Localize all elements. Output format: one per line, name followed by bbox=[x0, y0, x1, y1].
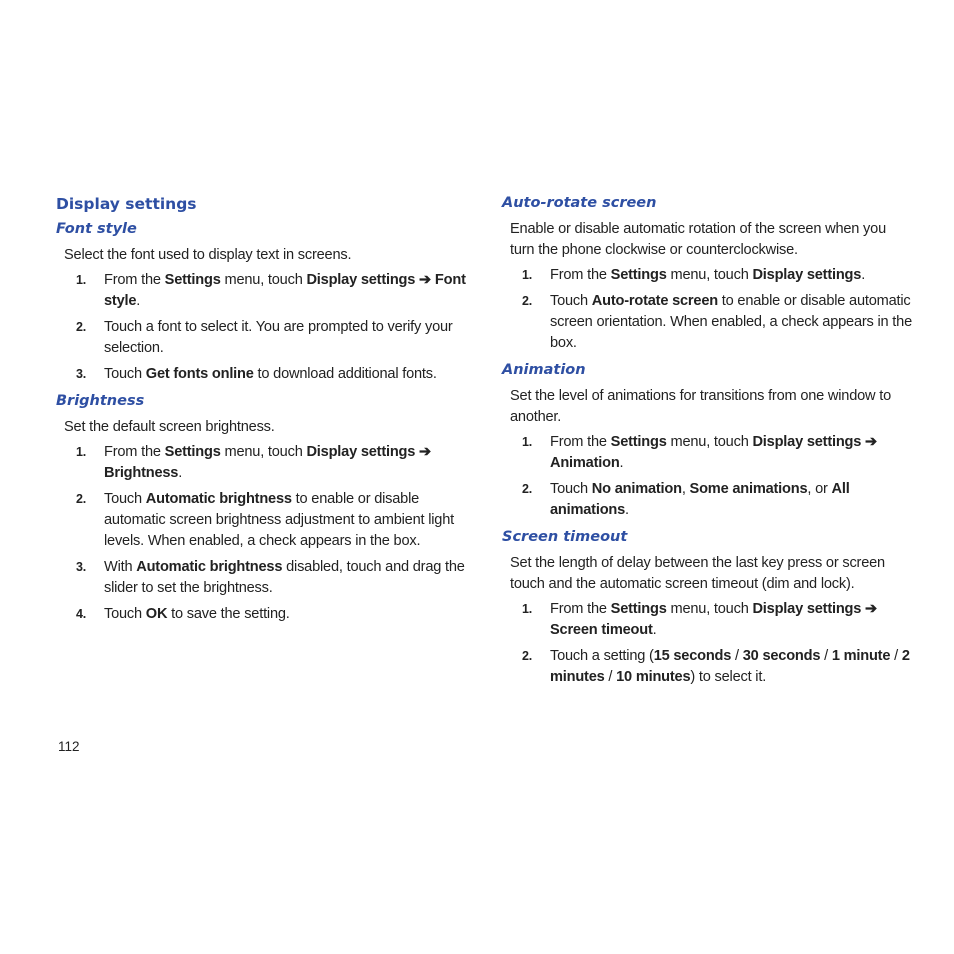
step-text: From the bbox=[550, 267, 611, 283]
step-bold: Automatic brightness bbox=[145, 491, 292, 507]
step-text: to enable or disable automatic screen brightness adjustment to ambient light levels. When enabled, a check appears in the box. bbox=[104, 491, 454, 549]
step-bold: Display settings ➔ Font style bbox=[104, 272, 466, 309]
step-text: . bbox=[136, 293, 141, 309]
auto-rotate-steps bbox=[502, 265, 912, 354]
step-text: disabled, touch and drag the slider to set the brightness. bbox=[104, 559, 465, 596]
list-item bbox=[502, 432, 912, 474]
step-bold: Display settings ➔ Animation bbox=[550, 434, 878, 471]
step-text: With bbox=[104, 559, 137, 575]
step-text: menu, touch bbox=[666, 267, 753, 283]
step-bold: 2 minutes bbox=[550, 648, 910, 685]
subhead-brightness: Brightness bbox=[56, 393, 145, 409]
list-item bbox=[56, 442, 466, 484]
step-number: 1. bbox=[522, 602, 533, 616]
step-text: / bbox=[890, 648, 902, 664]
brightness-intro: Set the default screen brightness. bbox=[64, 419, 275, 435]
step-text: , or bbox=[807, 481, 832, 497]
animation-steps bbox=[502, 432, 912, 521]
step-number: 1. bbox=[522, 268, 533, 282]
step-bold: Settings bbox=[164, 272, 221, 288]
screen-timeout-intro: Set the length of delay between the last key press or screen touch and the automatic screen timeout (dim and lock). bbox=[510, 555, 885, 592]
list-item bbox=[56, 557, 466, 599]
step-bold: Automatic brightness bbox=[136, 559, 283, 575]
step-bold: 30 seconds bbox=[742, 648, 821, 664]
step-text: ) to select it. bbox=[690, 669, 767, 685]
list-item bbox=[56, 604, 466, 625]
step-text: Touch bbox=[550, 481, 592, 497]
list-item bbox=[502, 479, 912, 521]
font-style-steps bbox=[56, 270, 466, 385]
step-bold: Settings bbox=[610, 434, 667, 450]
step-text: . bbox=[625, 502, 629, 518]
step-number: 2. bbox=[522, 294, 533, 308]
step-text: menu, touch bbox=[220, 272, 307, 288]
step-text: menu, touch bbox=[666, 434, 753, 450]
step-number: 2. bbox=[76, 492, 87, 506]
list-item bbox=[56, 364, 466, 385]
step-text: Touch a font to select it. You are prompted to verify your selection. bbox=[104, 319, 453, 356]
step-text: / bbox=[604, 669, 617, 685]
step-text: . bbox=[619, 455, 624, 471]
step-bold: 15 seconds bbox=[653, 648, 732, 664]
subhead-screen-timeout: Screen timeout bbox=[502, 529, 628, 545]
step-bold: Settings bbox=[610, 267, 667, 283]
subhead-auto-rotate: Auto-rotate screen bbox=[502, 195, 657, 211]
list-item bbox=[56, 270, 466, 312]
list-item bbox=[56, 489, 466, 552]
step-text: to download additional fonts. bbox=[253, 366, 437, 382]
list-item bbox=[502, 646, 912, 688]
step-bold: Get fonts online bbox=[145, 366, 254, 382]
step-number: 1. bbox=[522, 435, 533, 449]
step-bold: All animations bbox=[550, 481, 850, 518]
step-bold: 10 minutes bbox=[616, 669, 691, 685]
step-text: Touch bbox=[104, 366, 146, 382]
list-item bbox=[502, 291, 912, 354]
step-text: . bbox=[861, 267, 866, 283]
auto-rotate-intro: Enable or disable automatic rotation of the screen when you turn the phone clockwise or counterclockwise. bbox=[510, 221, 886, 258]
step-bold: Some animations bbox=[689, 481, 808, 497]
brightness-steps bbox=[56, 442, 466, 625]
subhead-font-style: Font style bbox=[56, 221, 137, 237]
step-text: menu, touch bbox=[220, 444, 307, 460]
left-column bbox=[56, 192, 466, 630]
list-item bbox=[56, 317, 466, 359]
right-column bbox=[502, 192, 912, 693]
step-bold: No animation bbox=[591, 481, 682, 497]
font-style-intro: Select the font used to display text in screens. bbox=[64, 247, 352, 263]
step-bold: Display settings ➔ Screen timeout bbox=[550, 601, 878, 638]
step-text: / bbox=[731, 648, 743, 664]
step-number: 1. bbox=[76, 273, 87, 287]
step-text: to save the setting. bbox=[167, 606, 290, 622]
step-number: 1. bbox=[76, 445, 87, 459]
animation-intro: Set the level of animations for transitions from one window to another. bbox=[510, 388, 892, 425]
step-bold: Display settings ➔ Brightness bbox=[104, 444, 432, 481]
step-text: . bbox=[652, 622, 657, 638]
step-bold: OK bbox=[145, 606, 168, 622]
step-bold: Display settings bbox=[752, 267, 862, 283]
step-bold: Settings bbox=[610, 601, 667, 617]
step-text: Touch bbox=[104, 606, 146, 622]
list-item bbox=[502, 265, 912, 286]
step-number: 2. bbox=[522, 482, 533, 496]
step-text: / bbox=[820, 648, 832, 664]
step-text: From the bbox=[550, 601, 611, 617]
step-text: From the bbox=[104, 444, 165, 460]
step-number: 3. bbox=[76, 560, 87, 574]
step-text: Touch bbox=[104, 491, 146, 507]
section-title: Display settings bbox=[56, 195, 197, 213]
step-number: 2. bbox=[76, 320, 87, 334]
subhead-animation: Animation bbox=[502, 362, 586, 378]
step-number: 4. bbox=[76, 607, 87, 621]
step-bold: Auto-rotate screen bbox=[591, 293, 718, 309]
step-bold: 1 minute bbox=[831, 648, 891, 664]
step-text: , bbox=[681, 481, 690, 497]
page-number: 112 bbox=[58, 739, 80, 754]
step-number: 3. bbox=[76, 367, 87, 381]
screen-timeout-steps bbox=[502, 599, 912, 688]
step-text: Touch a setting ( bbox=[550, 648, 654, 664]
step-text: . bbox=[178, 465, 183, 481]
step-text: menu, touch bbox=[666, 601, 753, 617]
list-item bbox=[502, 599, 912, 641]
step-text: From the bbox=[550, 434, 611, 450]
step-text: to enable or disable automatic screen orientation. When enabled, a check appears in the box. bbox=[550, 293, 912, 351]
step-text: Touch bbox=[550, 293, 592, 309]
step-number: 2. bbox=[522, 649, 533, 663]
step-text: From the bbox=[104, 272, 165, 288]
step-bold: Settings bbox=[164, 444, 221, 460]
